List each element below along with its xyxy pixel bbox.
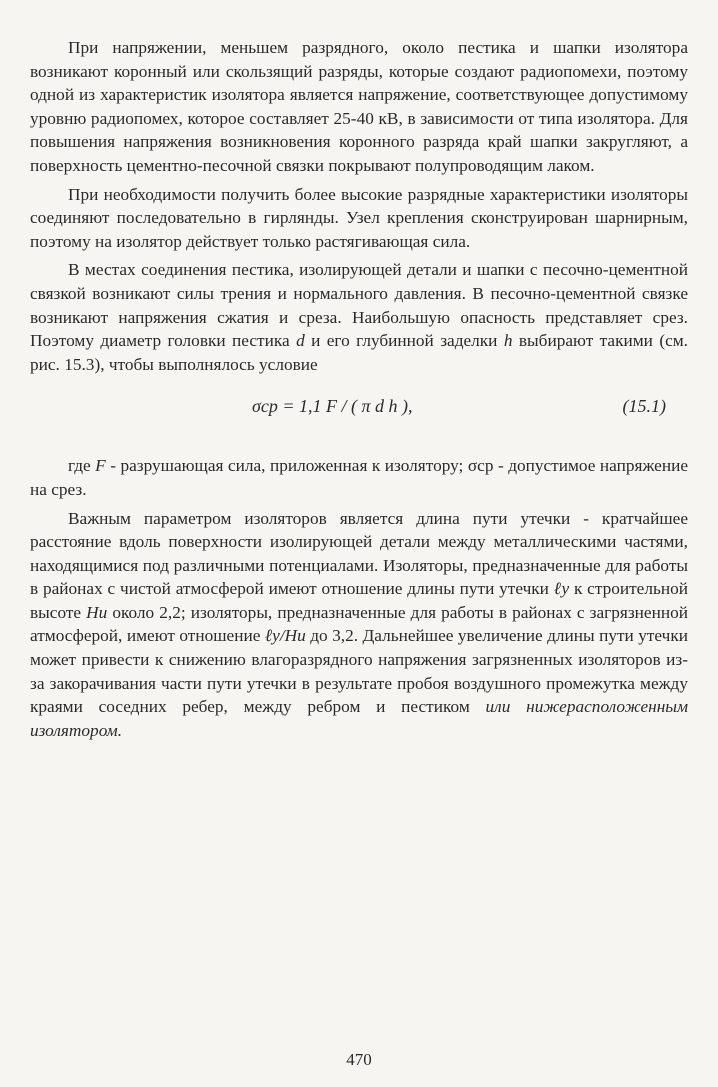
var-ly: ℓу bbox=[553, 579, 570, 599]
p5-text-a: Важным параметром изоляторов является длина пути утечки - кратчайшее расстояние вдоль поверхности изолирующей детали между металлическими частями, находящимися под различными потенциалами. Изоляторы, предназначенные для работы в районах с чистой атмосферой имеют отношение длины пути утечки bbox=[30, 508, 688, 599]
var-Hu: Hи bbox=[86, 602, 108, 622]
var-h: h bbox=[503, 331, 513, 351]
p4-text-a: где bbox=[68, 456, 96, 476]
p3-text-c: выбирают такими (см. рис. 15.3), чтобы выполнялось условие bbox=[30, 331, 688, 374]
formula-expression: σср = 1,1 F / ( π d h ), bbox=[252, 396, 413, 417]
paragraph-4 bbox=[30, 454, 688, 501]
formula-15-1 bbox=[30, 386, 688, 432]
p5-text-e: или нижерасположенным изолятором. bbox=[30, 697, 688, 740]
p3-text-b: и его глубинной заделки bbox=[304, 331, 504, 351]
paragraph-3 bbox=[30, 258, 688, 376]
page-body bbox=[30, 36, 688, 747]
p4-text-c: - допустимое напряжение на срез. bbox=[30, 456, 688, 499]
paragraph-1: При напряжении, меньшем разрядного, около пестика и шапки изолятора возникают коронный или скользящий разряды, которые создают радиопомехи, поэтому одной из характеристик изолятора является напряжение, соответствующее допустимому уровню радиопомех, которое составляет 25-40 кВ, в зависимости от типа изолятора. Для повышения напряжения возникновения коронного разряда край шапки закругляют, а поверхность цементно-песочной связки покрывают полупроводящим лаком. bbox=[30, 38, 688, 175]
paragraph-2: При необходимости получить более высокие разрядные характеристики изоляторы соединяют последовательно в гирлянды. Узел крепления сконструирован шарнирным, поэтому на изолятор действует только растягивающая сила. bbox=[30, 184, 688, 251]
var-ratio: ℓу/Hи bbox=[264, 626, 306, 646]
var-d: d bbox=[296, 331, 305, 351]
paragraph-5 bbox=[30, 507, 688, 743]
p4-text-b: - разрушающая сила, приложенная к изолятору; bbox=[105, 456, 468, 476]
p5-text-c: около 2,2; изоляторы, предназначенные для работы в районах с загрязненной атмосферой, имеют отношение bbox=[30, 602, 688, 646]
page-number: 470 bbox=[346, 1050, 372, 1069]
formula-number: (15.1) bbox=[622, 396, 666, 417]
p5-text-b: к строительной высоте bbox=[30, 579, 688, 622]
p3-text-a: В местах соединения пестика, изолирующей детали и шапки с песочно-цементной связкой возникают силы трения и нормального давления. В песочно-цементной связке возникают напряжения сжатия и среза. Наибольшую опасность представляет срез. Поэтому диаметр головки пестика bbox=[30, 260, 688, 351]
p5-text-d: до 3,2. Дальнейшее увеличение длины пути утечки может привести к снижению влагоразрядного напряжения загрязненных изоляторов из-за закорачивания части пути утечки в результате пробоя воздушного промежутка между краями соседних ребер, между ребром и пестиком bbox=[30, 626, 689, 717]
var-F: F bbox=[95, 456, 106, 476]
var-sigma: σср bbox=[467, 456, 494, 476]
